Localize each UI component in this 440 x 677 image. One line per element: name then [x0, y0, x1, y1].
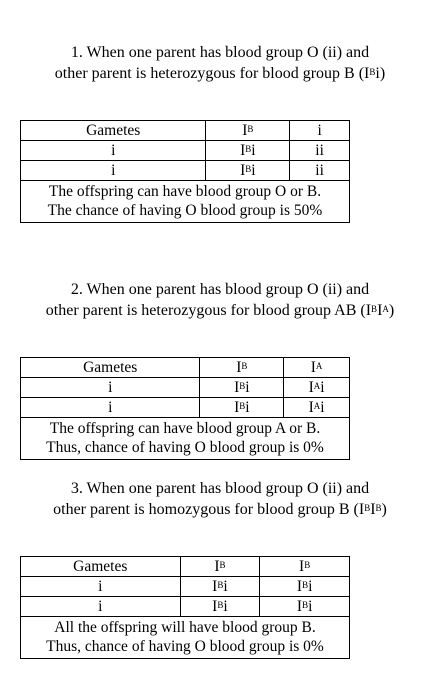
- table-header-row: [21, 358, 350, 378]
- summary-line: Thus, chance of having O blood group is 0%: [46, 439, 324, 456]
- table-summary-row: [21, 181, 350, 223]
- table-cell: $I^Bi$: [200, 378, 284, 398]
- heading-line: other parent is homozygous for blood group B $(I^BI^B)$: [53, 501, 387, 518]
- table-cell: $I^Bi$: [206, 161, 290, 181]
- table-cell: i: [21, 378, 200, 398]
- table-cell: i: [21, 577, 181, 597]
- superscript: B: [217, 580, 224, 590]
- superscript: A: [313, 401, 321, 411]
- header-cell: Gametes: [21, 358, 200, 378]
- table-cell: $I^Bi$: [206, 141, 290, 161]
- table-cell: $I^Ai$: [284, 398, 350, 418]
- table-row: [21, 597, 350, 617]
- superscript: A: [313, 381, 321, 391]
- summary-line: The offspring can have blood group O or B.: [48, 183, 322, 200]
- superscript: B: [304, 560, 311, 570]
- header-cell: $I^B$: [260, 557, 350, 577]
- header-cell: $I^B$: [200, 358, 284, 378]
- superscript: B: [302, 580, 309, 590]
- section-2-punnett-table: [20, 357, 350, 460]
- superscript: B: [239, 401, 246, 411]
- summary-line: Thus, chance of having O blood group is 0%: [46, 638, 324, 655]
- superscript: A: [315, 361, 323, 371]
- superscript: B: [245, 164, 252, 174]
- table-cell: i: [21, 597, 181, 617]
- header-cell: $I^B$: [206, 121, 290, 141]
- heading-line: other parent is heterozygous for blood group AB $(I^BI^A)$: [45, 302, 395, 319]
- section-1-punnett-table: [20, 120, 350, 223]
- section-1-heading: [0, 42, 440, 84]
- superscript: B: [364, 503, 371, 513]
- header-cell: i: [290, 121, 350, 141]
- table-cell: $I^Ai$: [284, 378, 350, 398]
- heading-line: 3. When one parent has blood group O (ii) and: [70, 480, 370, 497]
- table-cell: $I^Bi$: [260, 577, 350, 597]
- table-cell: ii: [290, 161, 350, 181]
- superscript: B: [239, 381, 246, 391]
- summary-line: All the offspring will have blood group B.: [54, 619, 316, 636]
- superscript: B: [241, 361, 248, 371]
- header-cell: Gametes: [21, 557, 181, 577]
- table-header-row: [21, 121, 350, 141]
- table-row: [21, 141, 350, 161]
- table-summary-row: [21, 617, 350, 659]
- summary-cell: [21, 418, 350, 460]
- heading-line: 2. When one parent has blood group O (ii) and: [70, 281, 370, 298]
- superscript: B: [245, 144, 252, 154]
- section-3-heading: [0, 478, 440, 520]
- heading-line: 1. When one parent has blood group O (ii) and: [70, 44, 370, 61]
- summary-cell: [21, 617, 350, 659]
- table-header-row: [21, 557, 350, 577]
- section-3-punnett-table: [20, 556, 350, 659]
- superscript: B: [375, 503, 382, 513]
- table-row: [21, 378, 350, 398]
- header-cell: $I^B$: [180, 557, 260, 577]
- table-row: [21, 161, 350, 181]
- superscript: B: [371, 304, 378, 314]
- summary-line: The chance of having O blood group is 50%: [47, 202, 323, 219]
- table-cell: $I^Bi$: [200, 398, 284, 418]
- table-cell: $I^Bi$: [180, 577, 260, 597]
- heading-line: other parent is heterozygous for blood group B $(I^Bi)$: [54, 65, 386, 82]
- table-cell: $I^Bi$: [260, 597, 350, 617]
- table-cell: i: [21, 141, 206, 161]
- header-cell: Gametes: [21, 121, 206, 141]
- table-row: [21, 577, 350, 597]
- table-row: [21, 398, 350, 418]
- superscript: B: [247, 124, 254, 134]
- table-cell: $I^Bi$: [180, 597, 260, 617]
- table-cell: i: [21, 161, 206, 181]
- superscript: B: [302, 600, 309, 610]
- header-cell: $I^A$: [284, 358, 350, 378]
- summary-cell: [21, 181, 350, 223]
- section-2-heading: [0, 279, 440, 321]
- summary-line: The offspring can have blood group A or B.: [49, 420, 321, 437]
- table-cell: i: [21, 398, 200, 418]
- superscript: B: [369, 67, 376, 77]
- superscript: B: [219, 560, 226, 570]
- superscript: A: [382, 304, 389, 314]
- table-summary-row: [21, 418, 350, 460]
- table-cell: ii: [290, 141, 350, 161]
- superscript: B: [217, 600, 224, 610]
